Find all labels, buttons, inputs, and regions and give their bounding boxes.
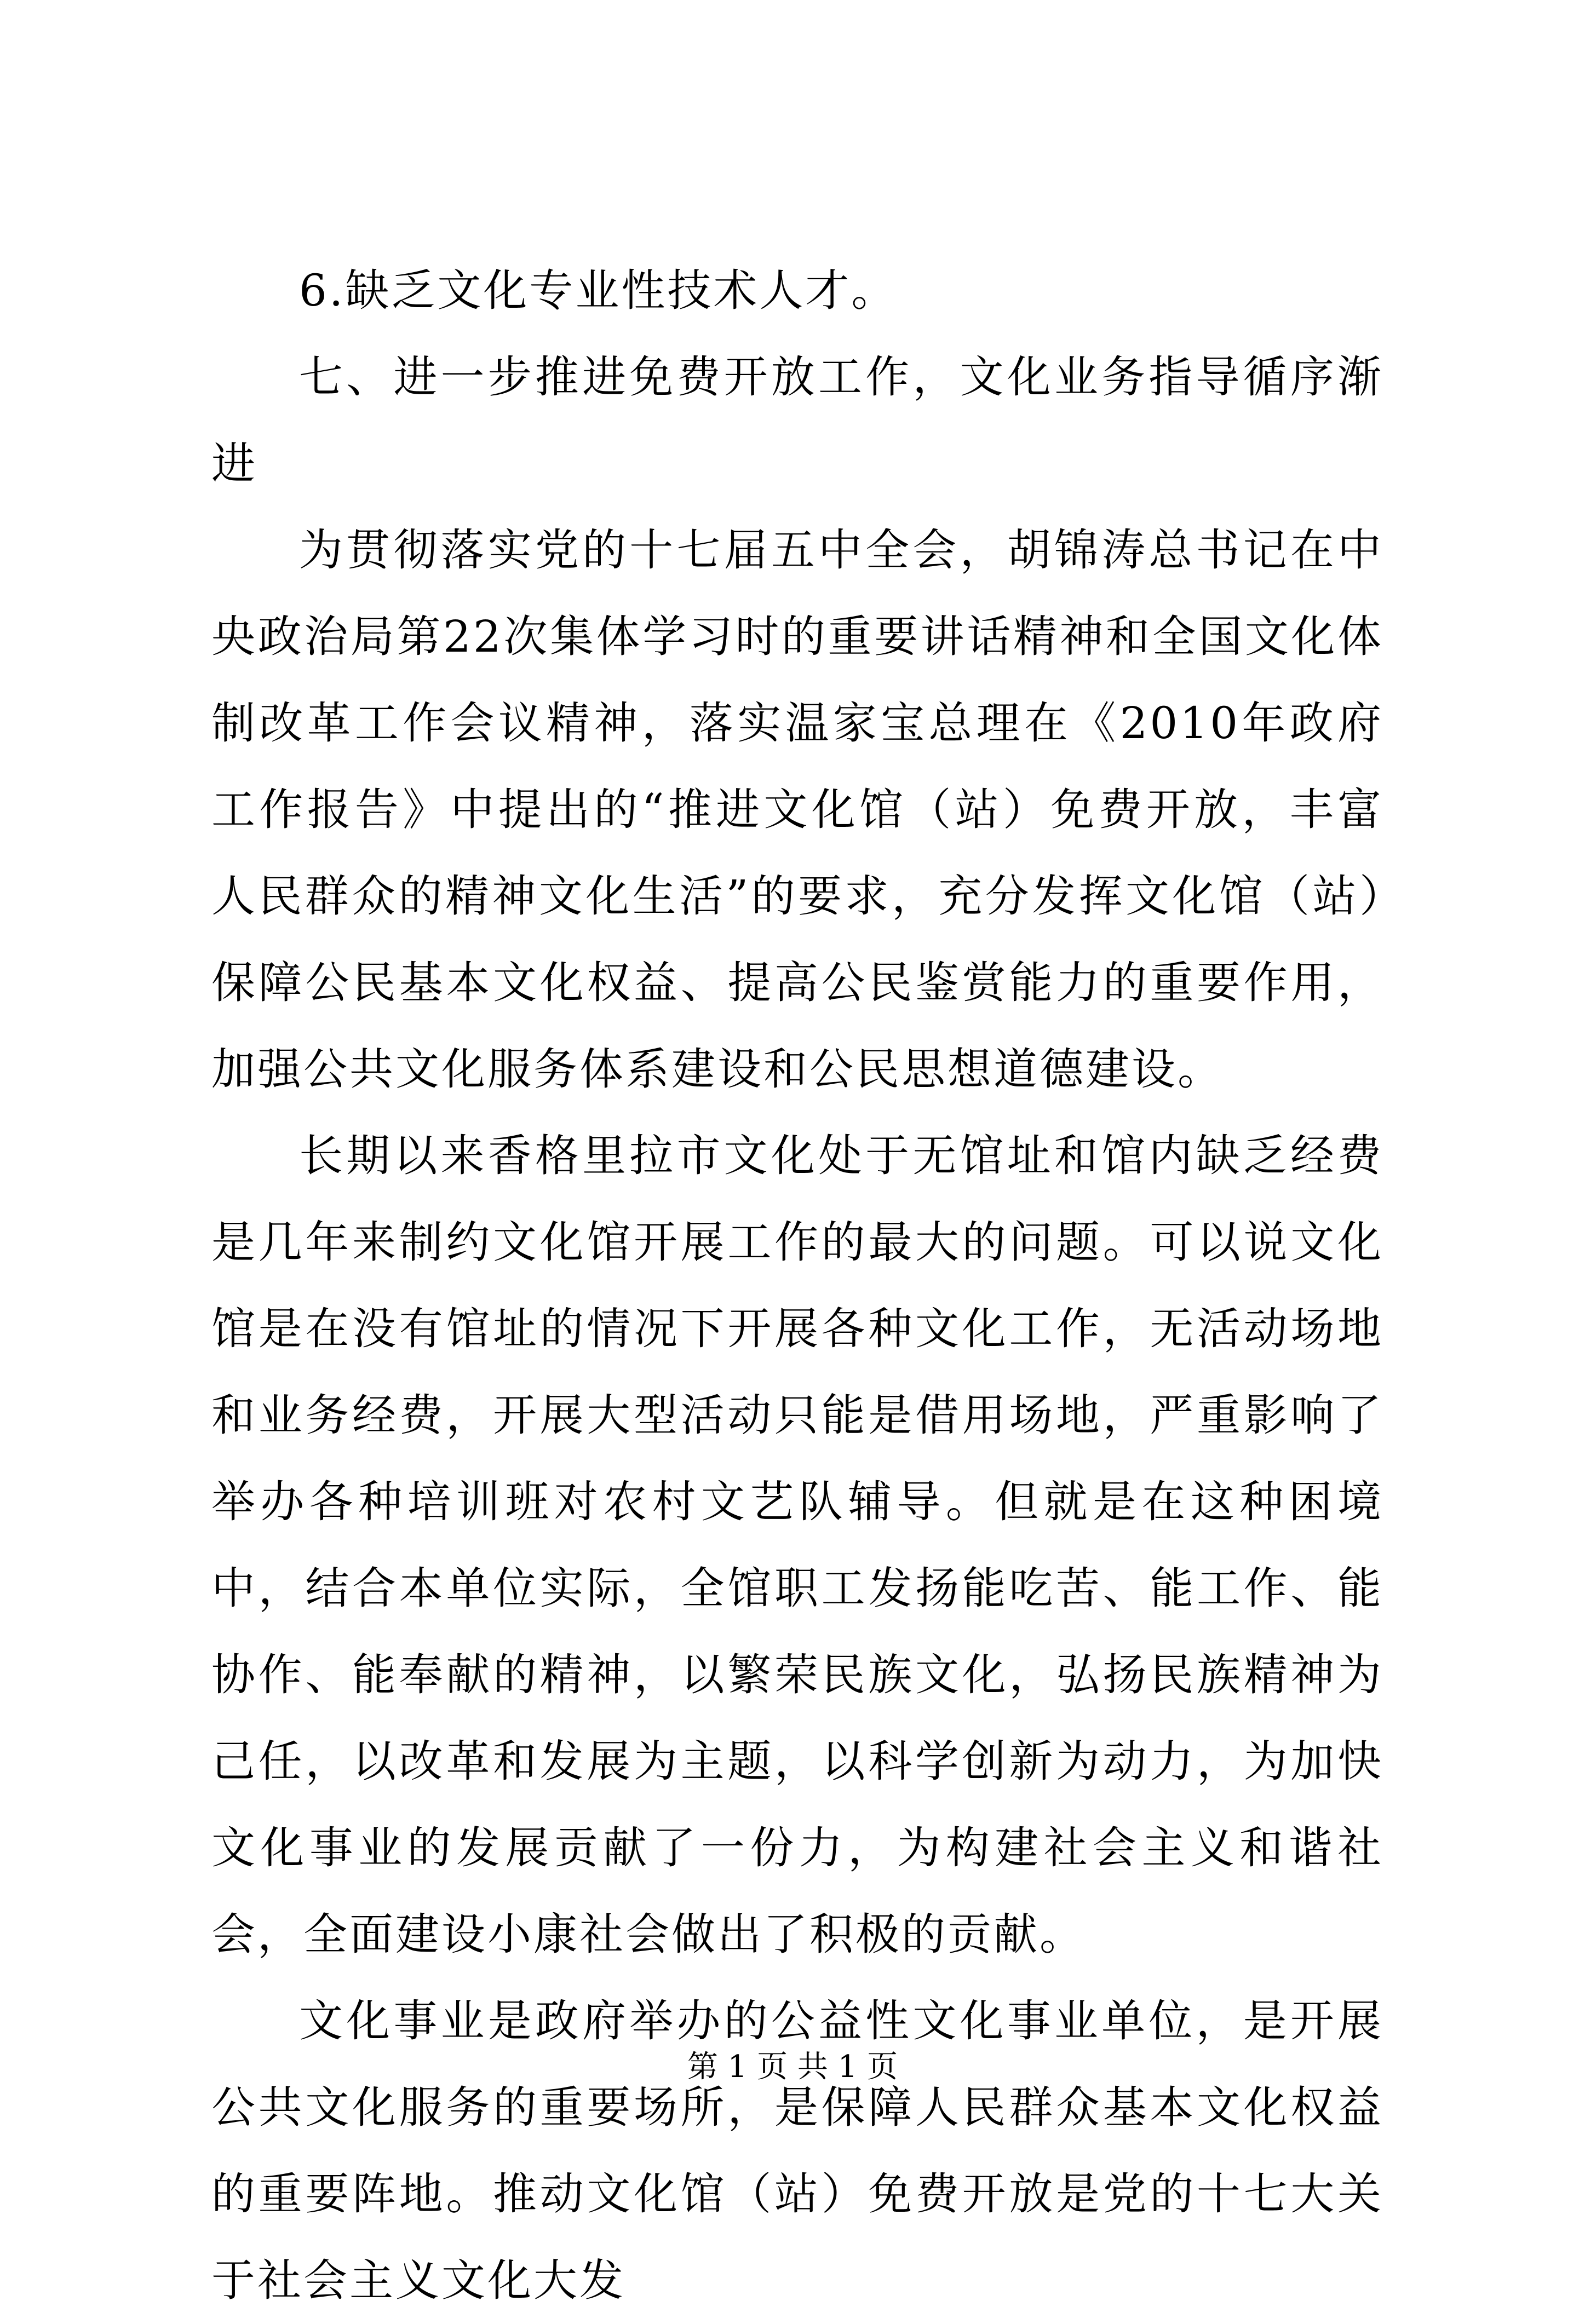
page-footer: 第 1 页 共 1 页: [687, 2049, 898, 2085]
document-body: [211, 248, 1383, 2324]
section-heading-7: 七、进一步推进免费开放工作，文化业务指导循序渐进: [211, 352, 1383, 489]
paragraph-item-6: 6.缺乏文化专业性技术人才。: [299, 265, 898, 316]
paragraph-long-term-issues: 长期以来香格里拉市文化处于无馆址和馆内缺乏经费是几年来制约文化馆开展工作的最大的问题。可以说文化馆是在没有馆址的情况下开展各种文化工作，无活动场地和业务经费，开展大型活动只能是借用场地，严重影响了举办各种培训班对农村文艺队辅导。但就是在这种困境中，结合本单位实际，全馆职工发扬能吃苦、能工作、能协作、能奉献的精神，以繁荣民族文化，弘扬民族精神为己任，以改革和发展为主题，以科学创新为动力，为加快文化事业的发展贡献了一份力，为构建社会主义和谐社会，全面建设小康社会做出了积极的贡献。: [211, 1130, 1383, 1960]
paragraph-implementation: 为贯彻落实党的十七届五中全会，胡锦涛总书记在中央政治局第22次集体学习时的重要讲话精神和全国文化体制改革工作会议精神，落实温家宝总理在《2010年政府工作报告》中提出的“推进文化馆（站）免费开放，丰富人民群众的精神文化生活”的要求，充分发挥文化馆（站）保障公民基本文化权益、提高公民鉴赏能力的重要作用，加强公共文化服务体系建设和公民思想道德建设。: [211, 525, 1383, 1095]
paragraph-cultural-undertaking: 文化事业是政府举办的公益性文化事业单位，是开展公共文化服务的重要场所，是保障人民群众基本文化权益的重要阵地。推动文化馆（站）免费开放是党的十七大关于社会主义文化大发: [211, 1995, 1383, 2306]
